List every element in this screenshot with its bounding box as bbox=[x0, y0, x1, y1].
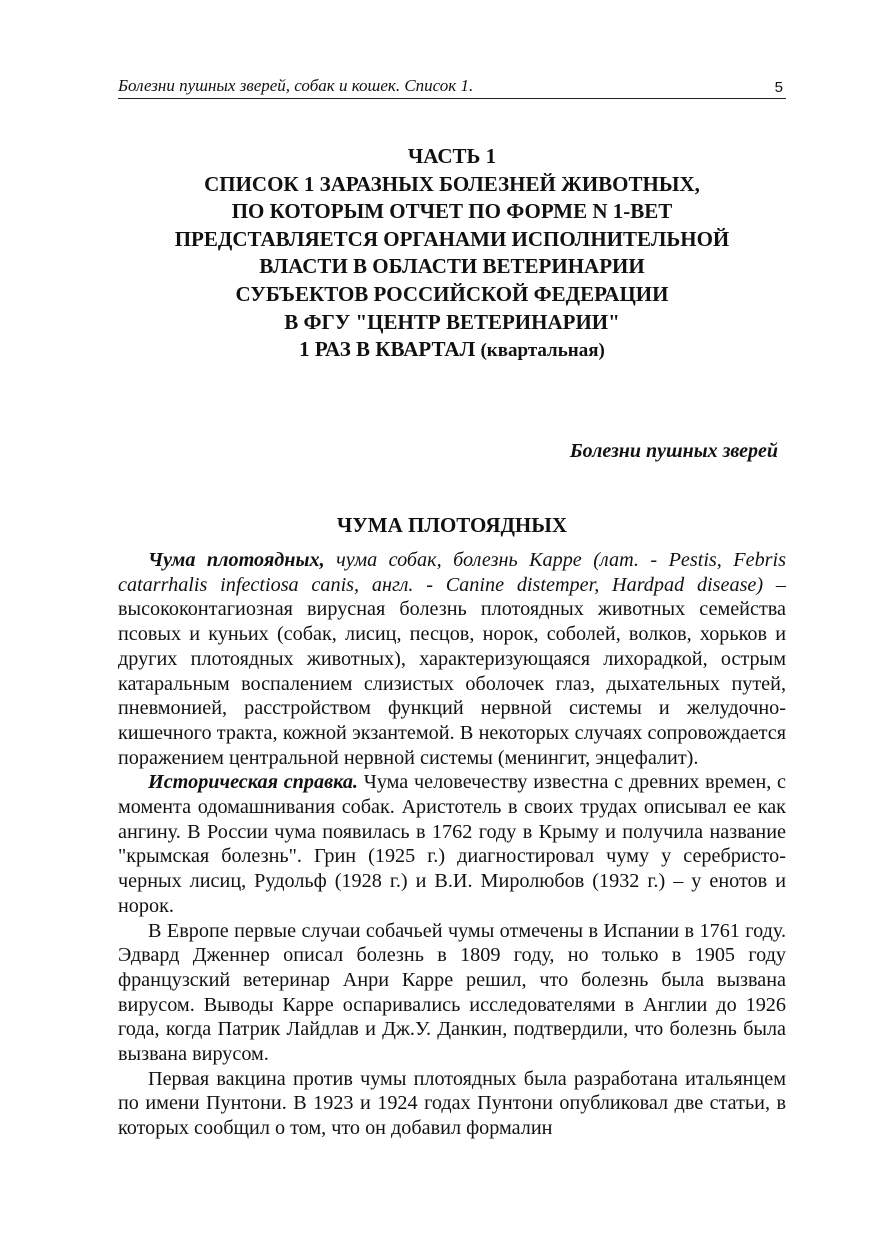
part-heading bbox=[118, 143, 786, 365]
part-heading-line: СУБЪЕКТОВ РОССИЙСКОЙ ФЕДЕРАЦИИ bbox=[235, 281, 669, 306]
paragraph-history bbox=[118, 770, 786, 918]
history-text: Чума человечеству известна с древних времен, с момента одомашнивания собак. Аристотель в своих трудах описывал ее как ангину. В России чума появилась в 1762 году в Крыму и получила название "крымская болезнь". Грин (1925 г.) диагностировал чуму у серебристо-черных лисиц, Рудольф (1928 г.) и В.И. Миролюбов (1932 г.) – у енотов и норок. bbox=[118, 771, 786, 917]
frequency-text: 1 РАЗ В КВАРТАЛ bbox=[299, 337, 476, 362]
definition-text: – высококонтагиозная вирусная болезнь плотоядных животных семейства псовых и куньих (собак, лисиц, песцов, норок, соболей, волков, хорьков и других плотоядных животных), характеризующаяся лихорадкой, острым катаральным воспалением слизистых оболочек глаз, дыхательных путей, пневмонией, расстройством функций нервной системы и желудочно-кишечного тракта, кожной экзантемой. В некоторых случаях сопровождается поражением центральной нервной системы (менингит, энцефалит). bbox=[118, 573, 787, 769]
part-heading-line: ЧАСТЬ 1 bbox=[407, 144, 497, 168]
running-title: Болезни пушных зверей, собак и кошек. Список 1. bbox=[118, 76, 474, 95]
part-heading-line-last bbox=[118, 336, 786, 365]
term-synonyms: чума собак, болезнь Карре (лат. - Pestis, Febris catarrhalis infectiosa canis, англ. - Canine distemper, Hardpad disease) bbox=[118, 549, 786, 596]
paragraph-europe: В Европе первые случаи собачьей чумы отмечены в Испании в 1761 году. Эдвард Дженнер описал болезнь в 1809 году, но только в 1905 году французский ветеринар Анри Карре решил, что болезнь была вызвана вирусом. Выводы Карре оспаривались исследователями в Англии до 1926 года, когда Патрик Лайдлав и Дж.У. Данкин, подтвердили, что болезнь была вызвана вирусом. bbox=[118, 919, 786, 1066]
paragraph-vaccine: Первая вакцина против чумы плотоядных была разработана итальянцем по имени Пунтони. В 1923 и 1924 годах Пунтони опубликовал две статьи, в которых сообщил о том, что он добавил формалин bbox=[118, 1067, 786, 1140]
part-heading-line: СПИСОК 1 ЗАРАЗНЫХ БОЛЕЗНЕЙ ЖИВОТНЫХ, bbox=[204, 171, 700, 196]
disease-title: ЧУМА ПЛОТОЯДНЫХ bbox=[336, 513, 568, 537]
frequency-paren: (квартальная) bbox=[480, 340, 605, 362]
running-header bbox=[118, 76, 786, 99]
history-lead: Историческая справка. bbox=[148, 771, 358, 794]
paragraph-definition bbox=[118, 548, 786, 770]
body-text bbox=[118, 548, 786, 1141]
part-heading-line: ВЛАСТИ В ОБЛАСТИ ВЕТЕРИНАРИИ bbox=[259, 254, 645, 279]
term-lead: Чума плотоядных, bbox=[148, 549, 325, 571]
category-heading: Болезни пушных зверей bbox=[569, 440, 778, 462]
page-number: 5 bbox=[774, 79, 783, 96]
part-heading-line: В ФГУ "ЦЕНТР ВЕТЕРИНАРИИ" bbox=[284, 309, 620, 334]
part-heading-line: ПО КОТОРЫМ ОТЧЕТ ПО ФОРМЕ N 1-ВЕТ bbox=[231, 199, 673, 224]
part-heading-line: ПРЕДСТАВЛЯЕТСЯ ОРГАНАМИ ИСПОЛНИТЕЛЬНОЙ bbox=[174, 226, 730, 251]
